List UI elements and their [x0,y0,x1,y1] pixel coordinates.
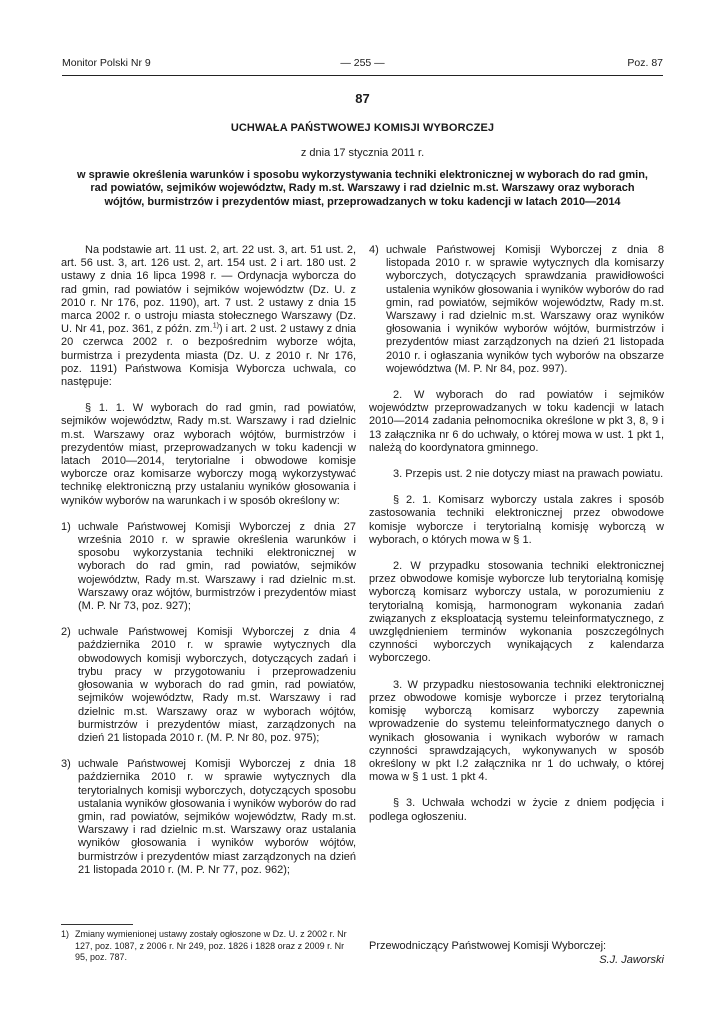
right-column [369,244,664,837]
list-item-text: uchwale Państwowej Komisji Wyborczej z dnia 8 listopada 2010 r. w sprawie wytycznych dla komisarzy wyborczych, dotyczących sprawdzania prawidłowości ustalenia wyników głosowania i wyników wyborów do rad gmin, rad powiatów, sejmików województw, Rady m.st. Warszawy i rad dzielnic m.st. Warszawy oraz wyników głosowania i wyników wyborów wójtów, burmistrzów i prezydentów miast zarządzonych na dzień 21 listopada 2010 r. i ogłaszania wyników tych wyborów na obszarze województwa (M. P. Nr 84, poz. 997). [386,244,664,375]
list-item-text: uchwale Państwowej Komisji Wyborczej z dnia 18 października 2010 r. w sprawie wytycznych dla terytorialnych komisji wyborczych, dotyczących sposobu ustalania wyników głosowania i wyników wyborów do rad gmin, rad powiatów, sejmików województw, Rady m.st. Warszawy i rad dzielnic m.st. Warszawy oraz ustalania wyników głosowania i wyników wyborów wójtów, burmistrzów i prezydentów miast zarządzonych na dzień 21 listopada 2010 r. (M. P. Nr 77, poz. 962); [78,758,356,876]
list-item-number: 2) [61,626,71,639]
section-1-intro: § 1. 1. W wyborach do rad gmin, rad powiatów, sejmików województw, Rady m.st. Warszawy i rad dzielnic m.st. Warszawy oraz wyborach wójtów, burmistrzów i prezydentów miast, przeprowadzanych w toku kadencji w latach 2010—2014, terytorialne i obwodowe komisje wyborcze oraz komisarze wyborczy mogą wykorzystywać technikę elektroniczną przy ustalaniu wyników głosowania i wyników wyborów na warunkach i w sposób określony w: [61,402,356,507]
list-item [369,244,664,376]
section-2-paragraph-3: 3. W przypadku niestosowania techniki elektronicznej przez obwodowe komisje wyborcze i przez terytorialną komisję wyborczą komisarz wyborczy zapewnia wprowadzenie do systemu teleinformatycznego danych o wynikach głosowania i wynikach wyborów w ramach czynności sprawdzających, wykonywanych w sposób określony w pkt I.2 załącznika nr 1 do uchwały, o której mowa w § 1 ust. 1 pkt 4. [369,678,664,784]
list-item-text: uchwale Państwowej Komisji Wyborczej z dnia 4 października 2010 r. w sprawie wytycznych dla obwodowych komisji wyborczych, dotyczących zadań i trybu pracy w przygotowaniu i przeprowadzeniu głosowania w wyborach do rad gmin, rad powiatów, sejmików województw, Rady m.st. Warszawy i rad dzielnic m.st. Warszawy oraz w wyborach wójtów, burmistrzów i prezydentów miast, zarządzonych na dzień 21 listopada 2010 r. (M. P. Nr 80, poz. 975); [78,626,356,744]
footnote [61,929,356,964]
signatory-name: S.J. Jaworski [599,953,664,966]
footnote-text: Zmiany wymienionej ustawy zostały ogłoszone w Dz. U. z 2002 r. Nr 127, poz. 1087, z 2006 r. Nr 249, poz. 1826 i 1828 oraz z 2009 r. Nr 95, poz. 787. [75,929,347,962]
section-3: § 3. Uchwała wchodzi w życie z dniem podjęcia i podlega ogłoszeniu. [369,797,664,823]
list-item [61,521,356,613]
section-2-paragraph-2: 2. W przypadku stosowania techniki elektronicznej przez obwodowe komisje wyborcze lub terytorialną komisję wyborczą komisarz wyborczy ustala, w porozumieniu z terytorialną komisją, harmonogram wykonania zadań związanych z eksploatacją systemu teleinformatycznego, z uwzględnieniem terminów wykonania poszczególnych czynności wyborczych wynikających z kalendarza wyborczego. [369,560,664,665]
section-2-paragraph-1: § 2. 1. Komisarz wyborczy ustala zakres i sposób zastosowania techniki elektronicznej przez obwodowe komisje wyborcze i terytorialną komisję wyborczą w wyborach, o których mowa w § 1. [369,494,664,546]
list-item-number: 4) [369,244,379,256]
section-1-paragraph-2: 2. W wyborach do rad powiatów i sejmików województw przeprowadzanych w toku kadencji w latach 2010—2014 zadania pełnomocnika określone w pkt 3, 8, 9 i 13 załącznika nr 6 do uchwały, o której mowa w ust. 1 pkt 1, należą do koordynatora gminnego. [369,389,664,454]
list-item [61,626,356,745]
left-column [61,244,356,890]
list-item-number: 1) [61,520,71,533]
footnote-mark: 1) [61,929,70,939]
preamble: Na podstawie art. 11 ust. 2, art. 22 ust. 3, art. 51 ust. 2, art. 56 ust. 3, art. 126 ust. 2, art. 154 ust. 2 i art. 180 ust. 2 ustawy z dnia 16 lipca 1998 r. — Ordynacja wyborcza do rad gmin, rad powiatów i sejmików województw (Dz. U. z 2010 r. Nr 176, poz. 1190), art. 7 ust. 2 ustawy z dnia 15 marca 2002 r. o ustroju miasta stołecznego Warszawy (Dz. U. Nr 41, poz. 361, z późn. zm.$^{1)}$) i art. 2 ust. 2 ustawy z dnia 20 czerwca 2002 r. o bezpośrednim wyborze wójta, burmistrza i prezydenta miasta (Dz. U. z 2010 r. Nr 176, poz. 1191) Państwowa Komisja Wyborcza uchwala, co następuje: [61,244,356,389]
signature-block [369,940,664,967]
list-item-text: uchwale Państwowej Komisji Wyborczej z dnia 27 września 2010 r. w sprawie określenia warunków i sposobu wykorzystania techniki elektronicznej w wyborach do rad gmin, rad powiatów, sejmików województw, Rady m.st. Warszawy i rad dzielnic m.st. Warszawy oraz wójtów, burmistrzów i prezydentów miast (M. P. Nr 73, poz. 927); [78,520,356,613]
document-number: 87 [355,91,370,106]
list-item [61,758,356,877]
journal-name: Monitor Polski Nr 9 [62,57,151,69]
position-number: Poz. 87 [627,57,663,69]
document-subject: w sprawie określenia warunków i sposobu wykorzystywania techniki elektronicznej w wyborach do rad gmin, rad powiatów, sejmików województw, Rady m.st. Warszawy i rad dzielnic m.st. Warszawy oraz wyborach wójtów, burmistrzów i prezydentów miast, przeprowadzanych w toku kadencji w latach 2010—2014 [77,169,648,208]
signatory-role: Przewodniczący Państwowej Komisji Wyborczej: [369,940,607,952]
section-1-paragraph-3: 3. Przepis ust. 2 nie dotyczy miast na prawach powiatu. [393,468,664,481]
footnote-reference[interactable]: 1) [212,322,219,330]
page-number: — 255 — [340,57,385,69]
document-title: UCHWAŁA PAŃSTWOWEJ KOMISJI WYBORCZEJ [230,122,495,134]
page-header [62,57,663,71]
document-date: z dnia 17 stycznia 2011 r. [300,147,425,159]
list-item-number: 3) [61,758,71,771]
footnote-divider [61,924,133,925]
header-divider [62,75,663,76]
